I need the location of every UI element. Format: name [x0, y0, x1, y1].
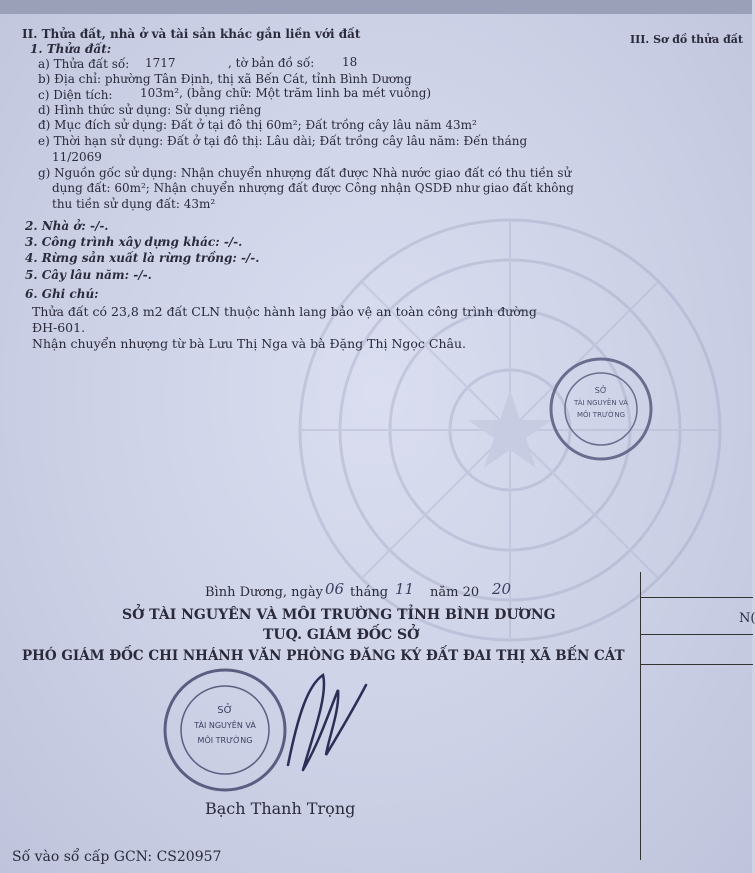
address: b) Địa chỉ: phường Tân Định, thị xã Bến Cát, tỉnh Bình Dương	[38, 72, 412, 86]
note-line-1: Thửa đất có 23,8 m2 đất CLN thuộc hành lang bảo vệ an toàn công trình đường	[32, 304, 537, 319]
map-number: 18	[342, 55, 358, 69]
official-seal-top	[545, 353, 657, 465]
right-table-line	[641, 597, 753, 598]
house-item: 2. Nhà ở: -/-.	[25, 219, 109, 233]
svg-text:SỞ: SỞ	[217, 705, 233, 716]
area-value: 103m², (bằng chữ: Một trăm linh ba mét vuông)	[140, 86, 432, 100]
svg-text:MÔI TRƯỜNG: MÔI TRƯỜNG	[576, 411, 626, 419]
origin-line-3: thu tiền sử dụng đất: 43m²	[52, 197, 216, 211]
handwritten-signature	[268, 655, 388, 785]
right-table-partial-text: N(	[739, 611, 755, 626]
sign-month: 11	[395, 580, 415, 598]
section2-title: II. Thửa đất, nhà ở và tài sản khác gắn liền với đất	[22, 27, 361, 41]
svg-text:TÀI NGUYÊN VÀ: TÀI NGUYÊN VÀ	[574, 399, 628, 407]
perennial-item: 5. Cây lâu năm: -/-.	[25, 268, 152, 282]
notes-heading: 6. Ghi chú:	[25, 287, 99, 301]
authorization: TUQ. GIÁM ĐỐC SỞ	[263, 627, 420, 643]
sign-year-label: năm 20	[430, 585, 480, 600]
note-line-2: ĐH-601.	[32, 320, 86, 335]
right-table-frame	[640, 572, 753, 860]
origin-line-1: g) Nguồn gốc sử dụng: Nhận chuyển nhượng đất được Nhà nước giao đất có thu tiền sử	[38, 166, 572, 180]
land-heading: 1. Thửa đất:	[30, 42, 112, 56]
note-line-3: Nhận chuyển nhượng từ bà Lưu Thị Nga và bà Đặng Thị Ngọc Châu.	[32, 336, 466, 351]
usage-term-end: 11/2069	[52, 150, 102, 164]
right-table-line	[641, 664, 753, 665]
usage-purpose: đ) Mục đích sử dụng: Đất ở tại đô thị 60m²; Đất trồng cây lâu năm 43m²	[38, 118, 477, 132]
right-table-line	[641, 634, 753, 635]
sign-year: 20	[492, 580, 512, 598]
area-label: c) Diện tích:	[38, 88, 113, 102]
parcel-number: 1717	[145, 56, 176, 70]
section3-title: III. Sơ đồ thửa đất	[630, 33, 743, 46]
parcel-label: a) Thửa đất số:	[38, 57, 130, 71]
origin-line-2: dụng đất: 60m²; Nhận chuyển nhượng đất được Công nhận QSDĐ như giao đất không	[52, 181, 574, 195]
authority-name: SỞ TÀI NGUYÊN VÀ MÔI TRƯỜNG TỈNH BÌNH DƯƠNG	[122, 607, 556, 623]
forest-item: 4. Rừng sản xuất là rừng trồng: -/-.	[25, 251, 260, 265]
sign-date-prefix: Bình Dương, ngày	[205, 585, 323, 600]
svg-text:MÔI TRƯỜNG: MÔI TRƯỜNG	[197, 736, 253, 745]
usage-form: d) Hình thức sử dụng: Sử dụng riêng	[38, 103, 262, 117]
signer-position: PHÓ GIÁM ĐỐC CHI NHÁNH VĂN PHÒNG ĐĂNG KÝ ĐẤT ĐAI THỊ XÃ BẾN CÁT	[22, 648, 625, 664]
usage-term: e) Thời hạn sử dụng: Đất ở tại đô thị: Lâu dài; Đất trồng cây lâu năm: Đến tháng	[38, 134, 528, 148]
svg-text:TÀI NGUYÊN VÀ: TÀI NGUYÊN VÀ	[194, 721, 256, 730]
signer-name: Bạch Thanh Trọng	[205, 799, 356, 818]
sign-month-label: tháng	[350, 585, 389, 600]
top-shadow-band	[0, 0, 752, 14]
map-label: , tờ bản đồ số:	[228, 56, 315, 70]
sign-day: 06	[325, 580, 345, 598]
gcn-entry-number: Số vào sổ cấp GCN: CS20957	[12, 849, 222, 865]
svg-text:SỞ: SỞ	[594, 386, 608, 395]
construction-item: 3. Công trình xây dựng khác: -/-.	[25, 235, 243, 249]
